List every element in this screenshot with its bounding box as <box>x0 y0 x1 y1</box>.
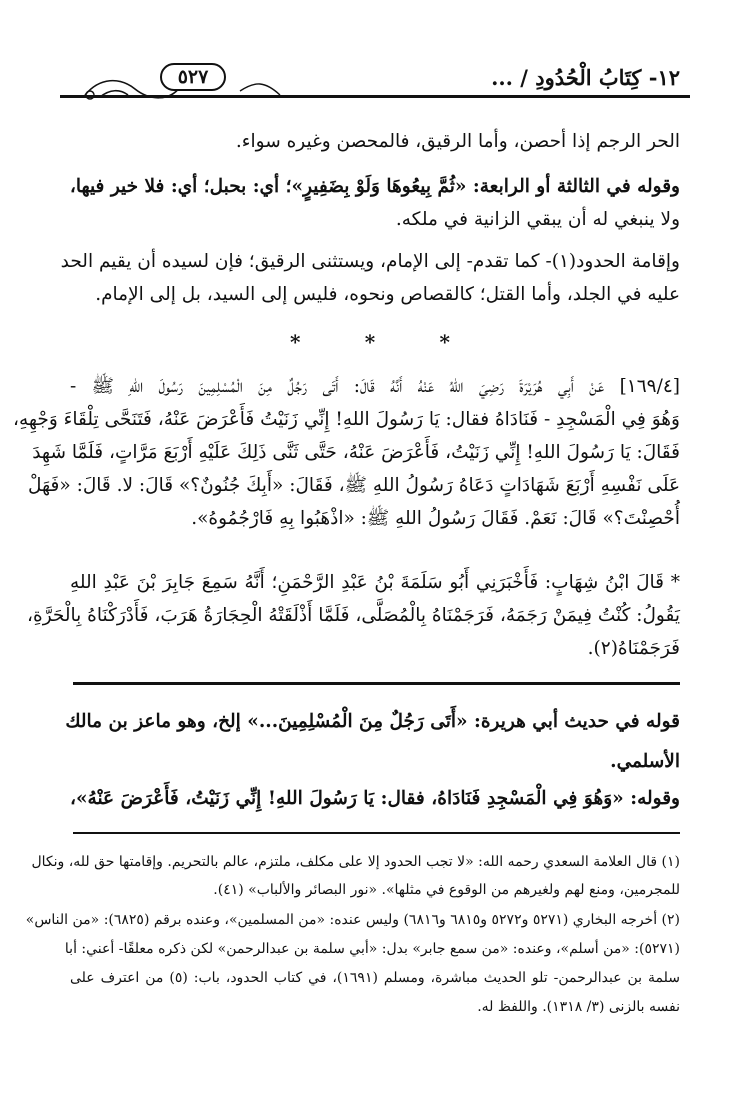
text-line: وقوله في الثالثة أو الرابعة: «ثُمَّ بِيعُوهَا وَلَوْ بِضَفِيرٍ»؛ أي: بحبل؛ أي: فلا خير فيها، <box>69 176 680 197</box>
text-line: * قَالَ ابْنُ شِهَابٍ: فَأَخْبَرَنِي أَبُو سَلَمَةَ بْنُ عَبْدِ الرَّحْمَنِ؛ أَنَّهُ سَمِعَ جَابِرَ بْنَ عَبْدِ اللهِ <box>70 572 680 593</box>
text-line: [١٦٩/٤] عَنْ أَبِي هُرَيْرَةَ رَضِيَ اللهُ عَنْهُ أَنَّهُ قَالَ: أَتَى رَجُلٌ مِنَ الْمُسْلِمِينَ رَسُولَ اللهِ ﷺ - <box>70 376 680 397</box>
chapter-title: ١٢- كِتَابُ الْحُدُودِ / ... <box>491 65 680 90</box>
text-line: الأسلمي. <box>610 751 680 772</box>
footnote-line: نفسه بالزنى (٣/ ١٣١٨). واللفظ له. <box>477 999 680 1015</box>
footnote-line: للمجرمين، ومنع لهم ولغيرهم من الوقوع في مثلها». «نور البصائر والألباب» (٤١). <box>213 882 680 898</box>
text-line: فَرَجَمْنَاهُ(٢). <box>587 638 680 659</box>
footnote-line: (٥٢٧١): «من أسلم»، وعنده: «من سمع جابر» بدل: «أبي سلمة بن عبدالرحمن» لكن ذكره معلقًا- أعني: أبا <box>64 941 680 957</box>
text-line: وقوله: «وَهُوَ فِي الْمَسْجِدِ فَنَادَاهُ، فقال: يَا رَسُولَ اللهِ! إِنِّي زَنَيْتُ، فَأَعْرَضَ عَنْهُ»، <box>70 788 680 809</box>
text-line: عليه في الجلد، وأما القتل؛ كالقصاص ونحوه، فليس إلى السيد، بل إلى الإمام. <box>95 284 680 305</box>
star-icon: * <box>290 330 301 354</box>
hadith-divider <box>73 682 680 685</box>
text-line: قوله في حديث أبي هريرة: «أَتَى رَجُلٌ مِنَ الْمُسْلِمِينَ...» إلخ، وهو ماعز بن مالك <box>65 711 680 732</box>
text-line: يَقُولُ: كُنْتُ فِيمَنْ رَجَمَهُ، فَرَجَمْنَاهُ بِالْمُصَلَّى، فَلَمَّا أَذْلَقَتْهُ الْحِجَارَةُ هَرَبَ، فَأَدْرَكْنَاهُ بِالْحَرَّةِ، <box>27 605 680 626</box>
text-line: ولا ينبغي له أن يبقي الزانية في ملكه. <box>395 209 680 230</box>
section-separator <box>290 330 450 354</box>
header-rule <box>60 95 690 98</box>
footnote-line: سلمة بن عبدالرحمن- تلو الحديث مباشرة، ومسلم (١٦٩١)، في كتاب الحدود، باب: (٥) من اعترف على <box>70 970 680 986</box>
text-line: فَقَالَ: يَا رَسُولَ اللهِ! إِنِّي زَنَيْتُ، فَأَعْرَضَ عَنْهُ، حَتَّى ثَنَّى ذَلِكَ عَلَيْهِ أَرْبَعَ مَرَّاتٍ، فَلَمَّا شَهِدَ <box>32 442 680 463</box>
footnote-divider <box>73 832 680 834</box>
footnote-line: (١) قال العلامة السعدي رحمه الله: «لا تجب الحدود إلا على مكلف، ملتزم، عالم بالتحريم. وإقامتها حق لله، ونكال <box>31 854 680 870</box>
star-icon: * <box>439 330 450 354</box>
text-line: وإقامة الحدود(١)- كما تقدم- إلى الإمام، ويستثنى الرقيق؛ فإن لسيده أن يقيم الحد <box>60 251 680 272</box>
text-line: أُحْصِنْتَ؟» قَالَ: نَعَمْ. فَقَالَ رَسُولُ اللهِ ﷺ: «اذْهَبُوا بِهِ فَارْجُمُوهُ». <box>191 508 680 529</box>
text-line: الحر الرجم إذا أحصن، وأما الرقيق، فالمحصن وغيره سواء. <box>235 131 680 152</box>
star-icon: * <box>364 330 376 354</box>
page-header <box>60 55 690 110</box>
text-line: وَهُوَ فِي الْمَسْجِدِ - فَنَادَاهُ فقال: يَا رَسُولَ اللهِ! إِنِّي زَنَيْتُ فَأَعْرَضَ عَنْهُ، فَتَنَحَّى تِلْقَاءَ وَجْهِهِ، <box>13 409 680 430</box>
footnotes <box>25 848 680 1068</box>
page-number: ٥٢٧ <box>160 63 226 91</box>
footnote-line: (٢) أخرجه البخاري (٥٢٧١ و٥٢٧٢ و٦٨١٥ و٦٨١٦) وليس عنده: «من المسلمين»، وعنده برقم (٦٨٢٥): «من الناس» <box>25 912 680 928</box>
text-line: عَلَى نَفْسِهِ أَرْبَعَ شَهَادَاتٍ دَعَاهُ رَسُولُ اللهِ ﷺ، فَقَالَ: «أَبِكَ جُنُونٌ؟» قَالَ: لا. قَالَ: «فَهَلْ <box>28 475 680 496</box>
